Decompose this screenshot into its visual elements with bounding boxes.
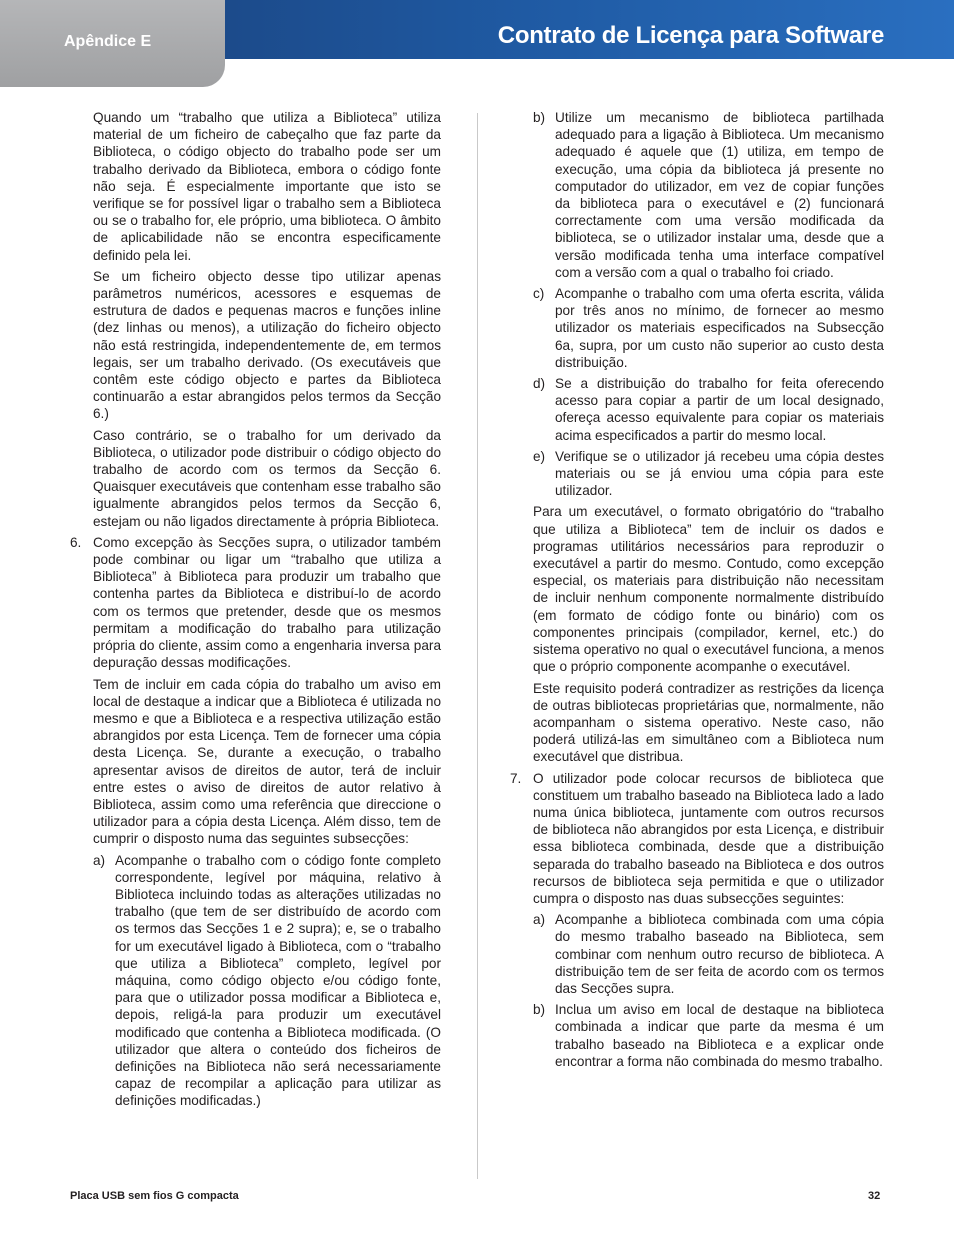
subsection-text: Verifique se o utilizador já recebeu uma cópia destes materiais ou se já enviou uma cópia para este utilizador. (555, 448, 884, 499)
page-header (0, 0, 954, 87)
subsection-text: Acompanhe o trabalho com o código fonte completo correspondente, legível por máquina, relativo à Biblioteca incluindo todas as alterações utilizadas no trabalho (que tem de ser distribuído de acordo com os termos das Secções 1 e 2 supra); e, se o trabalho for um executável ligado à Biblioteca, com o “trabalho que utiliza a Biblioteca” completo, legível por máquina, como código objecto e/ou código fonte, para que o utilizador possa modificar a Biblioteca e, depois, religá-la para produzir um executável modificado que contenha a Biblioteca modificada. (O utilizador que altera o conteúdo dos ficheiros de definições na Biblioteca não será necessariamente capaz de recompilar a aplicação para utilizar as definições modificadas.) (115, 852, 441, 1109)
item-number: 7. (510, 770, 522, 786)
subsection-7a (533, 911, 884, 997)
subsection-letter: c) (533, 286, 545, 302)
item-text: Como excepção às Secções supra, o utilizador também pode combinar ou ligar um “trabalho que utiliza a Biblioteca” à Biblioteca para produzir um trabalho que contenha partes da Biblioteca e distribuí-lo de acordo com os termos que pretender, desde que os mesmos permitam a modificação do trabalho para utilização própria do cliente, assim como a engenharia inversa para depuração dessas modificações. (93, 534, 441, 671)
subsection-letter: b) (533, 110, 546, 125)
section-item-7 (510, 770, 884, 908)
section-item-6 (70, 534, 441, 672)
subsection-letter: d) (533, 376, 546, 392)
subsection-text: Acompanhe o trabalho com uma oferta escrita, válida por três anos no mínimo, de fornecer ao mesmo utilizador os materiais especificados na Subsecção 6a, supra, por um custo não superior ao custo desta distribuição. (555, 286, 884, 370)
subsection-7b (533, 1001, 884, 1070)
footer-page-number: 32 (868, 1190, 881, 1202)
item-text: O utilizador pode colocar recursos de biblioteca que constituem um trabalho baseado na Biblioteca lado a lado numa única biblioteca, juntamente com outros recursos de biblioteca não abrangidos por esta Licença, e distribuir essa biblioteca combinada, desde que a distribuição separada do trabalho baseado na Biblioteca e dos outros recursos de biblioteca seja permitida e que o utilizador cumpra o disposto nas duas subsecções seguintes: (533, 770, 884, 906)
paragraph: Tem de incluir em cada cópia do trabalho um aviso em local de destaque a indicar que a Biblioteca é utilizada no mesmo e que a Biblioteca e a respectiva utilização estão abrangidos por esta Licença. Tem de fornecer uma cópia desta Licença. Se, durante a execução, o trabalho apresentar avisos de direitos de autor, terá de incluir entre estes o aviso de direitos de autor relativo à Biblioteca, assim como uma referência que direccione o utilizador para a cópia desta Licença. Além disso, tem de cumprir o disposto numa das seguintes subsecções: (93, 676, 441, 847)
item-number: 6. (70, 534, 82, 550)
left-column (70, 109, 441, 1114)
subsection-e (533, 448, 884, 500)
subsection-d (533, 375, 884, 444)
paragraph: Se um ficheiro objecto desse tipo utilizar apenas parâmetros numéricos, acessores e esquemas de estrutura de dados e pequenas macros e funções inline (dez linhas ou menos), a utilização do ficheiro objecto não está restringida, independentemente de, em termos legais, ser um trabalho derivado. (Os executáveis que contêm este código objecto e partes da Biblioteca continuarão a estar abrangidos pelos termos da Secção 6.) (93, 268, 441, 422)
subsection-text: Utilize um mecanismo de biblioteca partilhada adequado para a ligação à Biblioteca. Um mecanismo adequado é aquele que (1) utiliza, em tempo de execução, uma cópia da biblioteca já presente no computador do utilizador, em vez de copiar funções da biblioteca para o executável e (2) funcionará correctamente com uma versão modificada da biblioteca, se o utilizador instalar uma, desde que a versão modificada tenha uma interface compatível com a versão com a qual o trabalho foi criado. (555, 110, 884, 280)
subsection-letter: a) (93, 852, 106, 868)
subsection-letter: b) (533, 1002, 546, 1018)
document-title: Contrato de Licença para Software (497, 22, 884, 49)
subsection-text: Se a distribuição do trabalho for feita oferecendo acesso para copiar a partir de um local designado, ofereça acesso equivalente para copiar os materiais acima especificados a partir do mesmo local. (555, 376, 884, 443)
paragraph: Para um executável, o formato obrigatório do “trabalho que utiliza a Biblioteca” tem de incluir os dados e programas utilitários necessários para reproduzir o executável a partir do mesmo. Contudo, como excepção especial, os materiais para distribuição não necessitam de incluir nenhum componente normalmente distribuído (em formato de código fonte ou binário) com os componentes principais (compilador, kernel, etc.) do sistema operativo no qual o executável funciona, a menos que o próprio componente acompanhe o executável. (533, 504, 884, 675)
appendix-tab (0, 0, 225, 87)
subsection-c (533, 285, 884, 371)
appendix-label: Apêndice E (64, 33, 152, 50)
subsection-text: Acompanhe a biblioteca combinada com uma cópia do mesmo trabalho baseado na Biblioteca, sem combinar com nenhum outro recurso de biblioteca. A distribuição tem de ser feita de acordo com os termos das Secções supra. (555, 912, 884, 996)
subsection-text: Inclua um aviso em local de destaque na biblioteca combinada a indicar que parte da mesma é um trabalho baseado na Biblioteca e a explicar onde encontrar a forma não combinada do mesmo trabalho. (555, 1002, 884, 1069)
paragraph: Este requisito poderá contradizer as restrições da licença de outras bibliotecas proprietárias que, normalmente, não acompanham o sistema operativo. Neste caso, não poderá utilizá-las em simultâneo com a Biblioteca num executável que distribua. (533, 680, 884, 765)
footer-product-name: Placa USB sem fios G compacta (70, 1190, 239, 1202)
right-column (510, 109, 884, 1074)
subsection-b (533, 109, 884, 281)
paragraph: Quando um “trabalho que utiliza a Biblioteca” utiliza material de um ficheiro de cabeçalho que faz parte da Biblioteca, o código objecto do trabalho pode ser um trabalho derivado da Biblioteca, embora o código fonte não seja. É especialmente importante que isto se verifique se for possível ligar o trabalho sem a Biblioteca ou se o trabalho for, ele próprio, uma biblioteca. O âmbito de aplicabilidade não se encontra especificamente definido pela lei. (93, 110, 441, 263)
paragraph: Caso contrário, se o trabalho for um derivado da Biblioteca, o utilizador pode distribuir o código objecto do trabalho de acordo com os termos da Secção 6. Quaisquer executáveis que contenham esse trabalho são igualmente abrangidos pelos termos da Secção 6, estejam ou não ligados directamente à própria Biblioteca. (93, 427, 441, 529)
subsection-letter: e) (533, 448, 546, 464)
subsection-a (93, 852, 441, 1110)
subsection-letter: a) (533, 912, 546, 928)
column-divider (477, 113, 478, 1179)
